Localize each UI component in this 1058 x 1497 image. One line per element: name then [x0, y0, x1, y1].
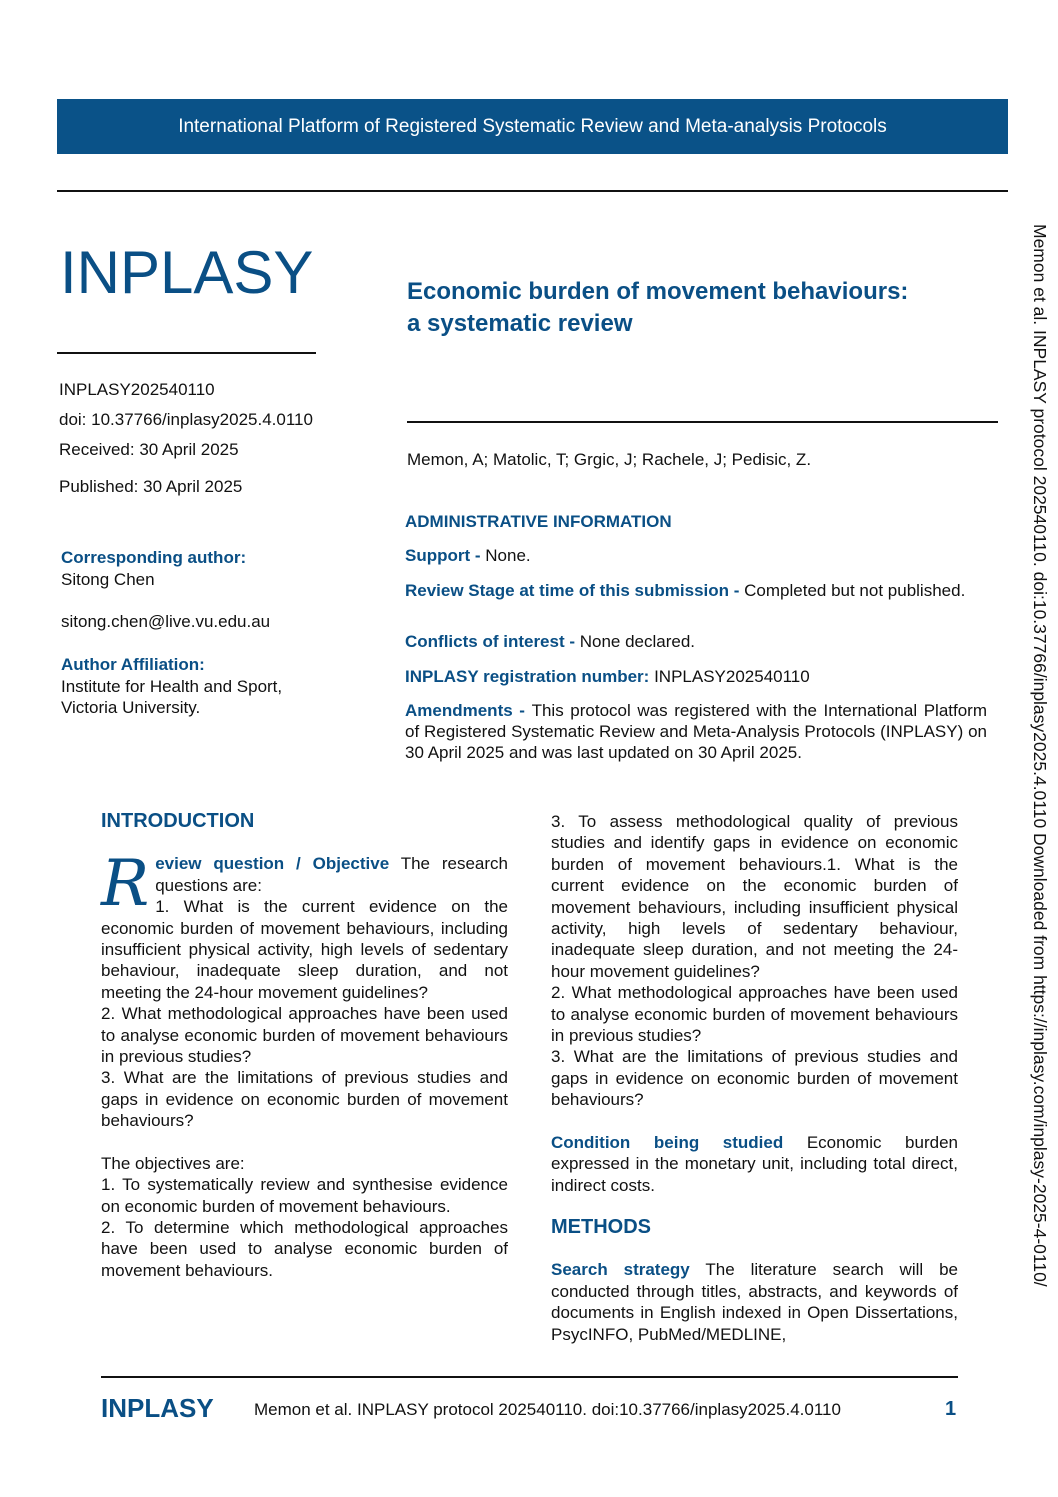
- affiliation-label: Author Affiliation:: [61, 655, 205, 674]
- conflicts-line: [405, 631, 987, 652]
- doi: doi: 10.37766/inplasy2025.4.0110: [59, 410, 313, 429]
- support-line: [405, 545, 987, 566]
- condition-label: Condition being studied: [551, 1132, 784, 1152]
- review-question-paragraph: [101, 847, 508, 922]
- objectives-intro: The objectives are:: [101, 1153, 245, 1173]
- conflicts-label: Conflicts of interest -: [405, 632, 580, 651]
- introduction-heading: INTRODUCTION: [101, 810, 255, 832]
- title-line-1: Economic burden of movement behaviours:: [407, 278, 909, 305]
- admin-heading: ADMINISTRATIVE INFORMATION: [405, 512, 672, 531]
- research-question-2: 2. What methodological approaches have been used to analyse economic burden of movement behaviours in previous studies?: [101, 1004, 508, 1067]
- footer-rule: [101, 1376, 958, 1378]
- review-question-label: eview question / Objective: [155, 854, 390, 874]
- methods-heading: METHODS: [551, 1215, 651, 1238]
- condition-paragraph: [551, 1132, 958, 1196]
- corresponding-author-label: Corresponding author:: [61, 548, 247, 567]
- drop-cap: R: [101, 847, 150, 922]
- objective-3-paragraph: 3. To assess methodological quality of previous studies and identify gaps in evidence on economic burden of movement behaviours.1. What is the current evidence on the economic burden of movement behaviours, including insufficient physical activity, high levels of sedentary behaviour, inadequate sleep duration, and not meeting the 24-hour movement guidelines?: [551, 812, 958, 981]
- registration-number-label: INPLASY registration number:: [405, 667, 655, 686]
- author-list: Memon, A; Matolic, T; Grgic, J; Rachele, J; Pedisic, Z.: [407, 450, 812, 469]
- banner-text: International Platform of Registered Systematic Review and Meta-analysis Protocols: [178, 115, 887, 137]
- corresponding-author-name: Sitong Chen: [61, 570, 155, 589]
- download-watermark: Memon et al. INPLASY protocol 202540110. doi:10.37766/inplasy2025.4.0110 Downloaded from https://inplasy.com/inplasy-2025-4-0110/: [1030, 224, 1050, 1287]
- amendments-paragraph: [405, 700, 987, 763]
- search-strategy-label: Search strategy: [551, 1260, 690, 1280]
- objective-2: 2. To determine which methodological approaches have been used to analyse economic burden of movement behaviours.: [101, 1217, 508, 1280]
- title-rule: [407, 421, 998, 423]
- amendments-text: This protocol was registered with the International Platform of Registered Systematic Review and Meta-Analysis Protocols (INPLASY) on 30 April 2025 and was last updated on 30 April 2025.: [405, 701, 987, 762]
- condition-text: Economic burden expressed in the monetary unit, including total direct, indirect costs.: [551, 1132, 958, 1195]
- title-line-2: a systematic review: [407, 310, 633, 337]
- registration-id: INPLASY202540110: [59, 380, 215, 399]
- review-stage-value: Completed but not published.: [744, 581, 966, 600]
- research-question-3: 3. What are the limitations of previous studies and gaps in evidence on economic burden of movement behaviours?: [101, 1068, 508, 1131]
- affiliation-line-2: Victoria University.: [61, 698, 201, 717]
- review-question-intro: The research questions are:: [155, 854, 508, 895]
- support-value: None.: [485, 546, 531, 565]
- objective-1: 1. To systematically review and synthesise evidence on economic burden of movement behaviours.: [101, 1175, 508, 1216]
- page-number: 1: [945, 1398, 957, 1420]
- research-question-1: 1. What is the current evidence on the economic burden of movement behaviours, including insufficient physical activity, high levels of sedentary behaviour, inadequate sleep duration, and not meeting the 24-hour movement guidelines?: [101, 897, 508, 1002]
- corresponding-author-email[interactable]: sitong.chen@live.vu.edu.au: [61, 612, 271, 631]
- introduction-column: [101, 811, 508, 1281]
- registration-number-line: [405, 666, 987, 687]
- platform-banner: [57, 99, 1008, 154]
- paper-title: [407, 276, 1007, 340]
- published-date: Published: 30 April 2025: [59, 477, 243, 496]
- right-column: [551, 811, 958, 1345]
- conflicts-value: None declared.: [579, 632, 696, 651]
- received-date: Received: 30 April 2025: [59, 440, 239, 459]
- right-question-2: 2. What methodological approaches have been used to analyse economic burden of movement behaviours in previous studies?: [551, 983, 958, 1046]
- inplasy-logo: INPLASY: [60, 239, 314, 306]
- footer-citation: Memon et al. INPLASY protocol 202540110. doi:10.37766/inplasy2025.4.0110: [254, 1400, 841, 1419]
- affiliation-line-1: Institute for Health and Sport,: [61, 677, 283, 696]
- review-stage-label: Review Stage at time of this submission -: [405, 581, 745, 600]
- support-label: Support -: [405, 546, 486, 565]
- search-strategy-text: The literature search will be conducted through titles, abstracts, and keywords of documents in English indexed in Open Dissertations, PsycINFO, PubMed/MEDLINE,: [551, 1260, 958, 1344]
- footer-logo: INPLASY: [101, 1393, 214, 1423]
- registration-number-value: INPLASY202540110: [654, 667, 810, 686]
- header-rule: [57, 190, 1008, 192]
- right-question-3: 3. What are the limitations of previous studies and gaps in evidence on economic burden of movement behaviours?: [551, 1047, 958, 1110]
- amendments-label: Amendments -: [405, 701, 532, 720]
- search-strategy-paragraph: [551, 1259, 958, 1345]
- review-stage-line: [405, 580, 987, 601]
- logo-rule: [57, 352, 316, 354]
